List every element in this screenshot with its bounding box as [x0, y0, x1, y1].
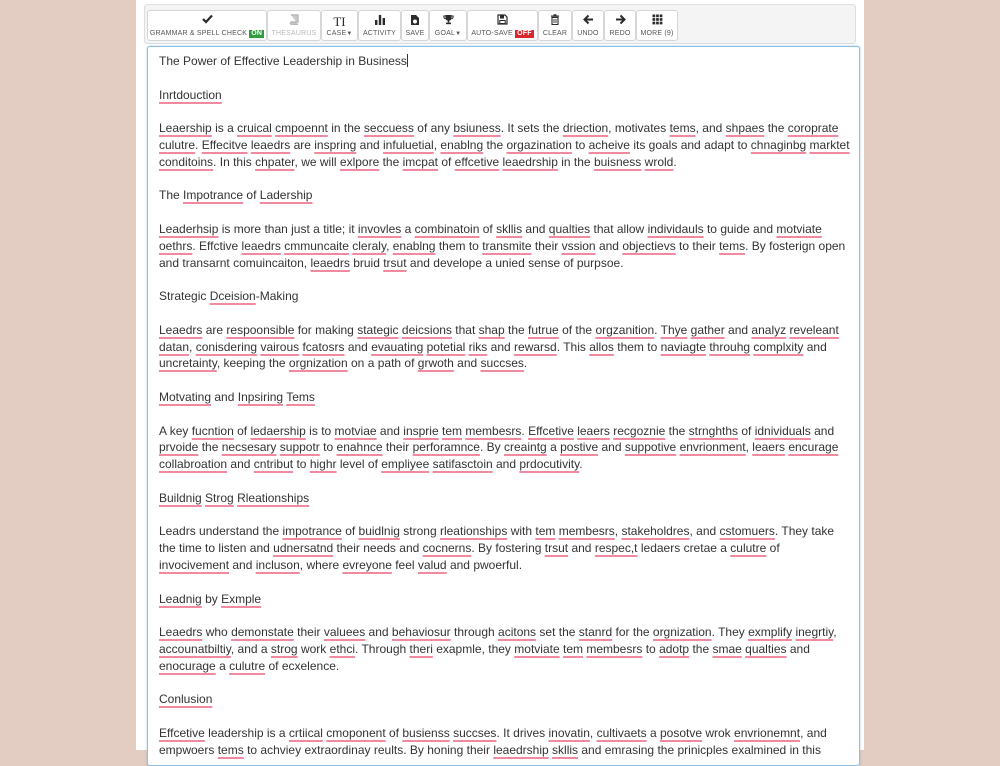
misspelled-word[interactable]: Inrtdouction	[159, 87, 222, 102]
misspelled-word[interactable]: fucntion	[191, 423, 234, 438]
misspelled-word[interactable]: orgazination	[506, 137, 572, 152]
grid-icon	[637, 14, 677, 29]
misspelled-word[interactable]: qualties	[745, 641, 787, 656]
paragraph: Leaership is a cruical cmpoennt in the seccuess of any bsiuness. It sets the driection, motivates tems, and shpaes the coroprate culutre. Effecitve leaedrs are inspring and infuluetial, enablng the orgazination to acheive its goals and adapt to chnaginbg marktet conditoins. In this chpater, we will exlpore the imcpat of effcetive leaedrship in the buisness wrold.	[159, 121, 850, 169]
misspelled-word[interactable]: cmpoennt	[275, 121, 328, 136]
misspelled-word[interactable]: collabroation	[159, 457, 228, 472]
misspelled-word[interactable]: potetial	[426, 339, 466, 354]
misspelled-word[interactable]: effcetive	[454, 154, 500, 169]
misspelled-word[interactable]: suppotive	[624, 440, 677, 455]
misspelled-word[interactable]: Inpsiring	[237, 389, 284, 404]
misspelled-word[interactable]: qualties	[548, 221, 591, 236]
misspelled-word[interactable]: succses	[480, 356, 524, 371]
misspelled-word[interactable]: naviagte	[660, 339, 706, 354]
misspelled-word[interactable]: fcatosrs	[302, 339, 345, 354]
misspelled-word[interactable]: demonstate	[231, 625, 294, 640]
document-body[interactable]	[159, 53, 851, 766]
misspelled-word[interactable]: imcpat	[402, 154, 438, 169]
misspelled-word[interactable]: cntribut	[253, 457, 294, 472]
goal-button[interactable]	[429, 10, 467, 41]
misspelled-word[interactable]: complxity	[753, 339, 804, 354]
misspelled-word[interactable]: insprie	[403, 423, 439, 438]
section-heading	[159, 87, 851, 104]
misspelled-word[interactable]: valud	[417, 557, 447, 572]
misspelled-word[interactable]: idnividuals	[754, 423, 811, 438]
misspelled-word[interactable]: motviate	[776, 221, 822, 236]
misspelled-word[interactable]: exlpore	[339, 154, 380, 169]
save-label: SAVE	[405, 30, 425, 37]
misspelled-word[interactable]: respoonsible	[226, 322, 295, 337]
arrow-left-icon	[573, 14, 603, 29]
section-heading	[159, 490, 851, 507]
book-icon	[268, 14, 320, 29]
misspelled-word[interactable]: behaviosur	[391, 625, 451, 640]
auto-save-button[interactable]	[467, 10, 538, 41]
misspelled-word[interactable]: wrold	[644, 154, 674, 169]
misspelled-word[interactable]: udnersatnd	[273, 541, 334, 556]
text-case-icon: TI	[333, 14, 346, 29]
save-file-icon	[402, 14, 428, 29]
more-label: MORE (9)	[640, 30, 674, 37]
misspelled-word[interactable]: cocnerns	[422, 541, 472, 556]
misspelled-word[interactable]: evauating	[371, 339, 424, 354]
misspelled-word[interactable]: busienss	[402, 725, 450, 740]
activity-button[interactable]	[358, 10, 401, 41]
case-label: CASE	[326, 30, 347, 37]
misspelled-word[interactable]: Dceision	[209, 289, 256, 304]
misspelled-word[interactable]: leaedrship	[493, 742, 549, 757]
misspelled-word[interactable]: Effecitve	[201, 137, 248, 152]
misspelled-word[interactable]: Leaership	[159, 121, 212, 136]
misspelled-word[interactable]: bsiuness	[453, 121, 501, 136]
misspelled-word[interactable]: culutre	[159, 137, 196, 152]
misspelled-word[interactable]: enahnce	[336, 440, 383, 455]
misspelled-word[interactable]: reveleant	[789, 322, 839, 337]
misspelled-word[interactable]: infuluetial	[383, 137, 434, 152]
misspelled-word[interactable]: tems	[719, 238, 746, 253]
misspelled-word[interactable]: motviate	[514, 641, 560, 656]
redo-label: REDO	[609, 30, 631, 37]
misspelled-word[interactable]: combinatoin	[414, 221, 480, 236]
misspelled-word[interactable]: inovatin	[548, 725, 590, 740]
misspelled-word[interactable]: riks	[468, 339, 488, 354]
misspelled-word[interactable]: adotp	[659, 641, 690, 656]
paragraph: Effcetive leadership is a crtiical cmoponent of busienss succses. It drives inovatin, cultivaets a posotve wrok envrionemnt, and empwoers tems to achviey extraordinay reults. By honing their leaedrship skllis and emrasing the prinicples exalmined in this	[159, 725, 827, 757]
misspelled-word[interactable]: perforamnce	[412, 440, 480, 455]
misspelled-word[interactable]: acheive	[588, 137, 630, 152]
misspelled-word[interactable]: leaedrs	[241, 238, 281, 253]
misspelled-word[interactable]: enablng	[392, 238, 436, 253]
misspelled-word[interactable]: membesrs	[558, 524, 615, 539]
misspelled-word[interactable]: prdocutivity	[519, 457, 580, 472]
misspelled-word[interactable]: Leaedrs	[159, 625, 203, 640]
activity-label: ACTIVITY	[362, 30, 397, 37]
misspelled-word[interactable]: Buildnig	[159, 490, 202, 505]
misspelled-word[interactable]: cruical	[237, 121, 272, 136]
misspelled-word[interactable]: membesrs	[465, 423, 522, 438]
auto-save-status-badge: OFF	[517, 30, 532, 37]
bar-chart-icon	[359, 14, 400, 29]
misspelled-word[interactable]: necsesary	[221, 440, 277, 455]
misspelled-word[interactable]: envrionment	[679, 440, 746, 455]
misspelled-word[interactable]: posotve	[659, 725, 702, 740]
misspelled-word[interactable]: tems	[217, 742, 244, 757]
misspelled-word[interactable]: strnghths	[688, 423, 739, 438]
misspelled-word[interactable]: orgzanition	[595, 322, 655, 337]
page-container	[136, 0, 864, 757]
misspelled-word[interactable]: marktet	[809, 137, 850, 152]
misspelled-word[interactable]: invocivement	[159, 557, 230, 572]
arrow-right-icon	[605, 14, 635, 29]
misspelled-word[interactable]: Thye	[660, 322, 688, 337]
misspelled-word[interactable]: orgnization	[288, 356, 348, 371]
misspelled-word[interactable]: Exmple	[221, 591, 262, 606]
misspelled-word[interactable]: creaintg	[504, 440, 547, 455]
misspelled-word[interactable]: driection	[562, 121, 609, 136]
misspelled-word[interactable]: orgnization	[652, 625, 712, 640]
floppy-icon	[468, 14, 537, 29]
text-editor[interactable]	[147, 46, 860, 766]
misspelled-word[interactable]: Leaedrs	[159, 322, 203, 337]
misspelled-word[interactable]: enablng	[440, 137, 484, 152]
misspelled-word[interactable]: leaedrs	[250, 137, 291, 152]
misspelled-word[interactable]: throuhg	[709, 339, 751, 354]
misspelled-word[interactable]: theri	[409, 641, 433, 656]
misspelled-word[interactable]: impotrance	[282, 524, 342, 539]
grammar-status-badge: ON	[251, 30, 263, 37]
misspelled-word[interactable]: Leaderhsip	[159, 221, 219, 236]
misspelled-word[interactable]: strog	[270, 641, 298, 656]
paragraph: Leaedrs are respoonsible for making stategic deicsions that shap the futrue of the orgzanition. Thye gather and analyz reveleant datan, conisdering vairous fcatosrs and evauating potetial riks and rewarsd. This allos them to naviagte throuhg complxity and uncretainty, keeping the orgnization on a path of grwoth and succses.	[159, 322, 839, 371]
more-button[interactable]	[636, 10, 678, 41]
misspelled-word[interactable]: prvoide	[159, 440, 199, 455]
misspelled-word[interactable]: Tems	[286, 389, 315, 404]
misspelled-word[interactable]: encurage	[788, 440, 839, 455]
misspelled-word[interactable]: leaers	[577, 423, 610, 438]
misspelled-word[interactable]: ledaership	[250, 423, 306, 438]
misspelled-word[interactable]: objectievs	[622, 238, 676, 253]
misspelled-word[interactable]: deicsions	[401, 322, 452, 337]
misspelled-word[interactable]: Rleationships	[237, 490, 310, 505]
misspelled-word[interactable]: respec,t	[594, 541, 638, 556]
misspelled-word[interactable]: crtiical	[288, 725, 323, 740]
misspelled-word[interactable]: shpaes	[725, 121, 765, 136]
misspelled-word[interactable]: leaedrship	[502, 154, 558, 169]
misspelled-word[interactable]: valuees	[323, 625, 366, 640]
misspelled-word[interactable]: leaers	[752, 440, 785, 455]
misspelled-word[interactable]: uncretainty	[159, 356, 217, 371]
misspelled-word[interactable]: datan	[159, 339, 190, 354]
misspelled-word[interactable]: gather	[690, 322, 725, 337]
misspelled-word[interactable]: enocurage	[159, 658, 216, 673]
clear-label: CLEAR	[542, 30, 568, 37]
misspelled-word[interactable]: invovles	[357, 221, 402, 236]
grammar-spell-check-button[interactable]	[147, 10, 267, 41]
misspelled-word[interactable]: shap	[478, 322, 505, 337]
misspelled-word[interactable]: trsut	[383, 255, 407, 270]
misspelled-word[interactable]: stanrd	[578, 625, 613, 640]
misspelled-word[interactable]: tem	[442, 423, 463, 438]
misspelled-word[interactable]: futrue	[528, 322, 559, 337]
misspelled-word[interactable]: Strog	[205, 490, 234, 505]
misspelled-word[interactable]: leaedrs	[310, 255, 350, 270]
misspelled-word[interactable]: transmite	[482, 238, 532, 253]
misspelled-word[interactable]: Effcetive	[159, 725, 205, 740]
misspelled-word[interactable]: suppotr	[279, 440, 320, 455]
redo-button[interactable]	[604, 10, 636, 41]
misspelled-word[interactable]: chnaginbg	[750, 137, 807, 152]
misspelled-word[interactable]: stategic	[357, 322, 399, 337]
misspelled-word[interactable]: acitons	[498, 625, 537, 640]
misspelled-word[interactable]: tem	[562, 641, 583, 656]
misspelled-word[interactable]: envrionemnt	[734, 725, 801, 740]
grammar-label: GRAMMAR & SPELL CHECK	[149, 30, 248, 37]
section-heading: Strategic Dceision-Making	[159, 289, 299, 304]
undo-button[interactable]	[572, 10, 604, 41]
caret-down-icon: ▼	[455, 31, 462, 37]
misspelled-word[interactable]: analyz	[751, 322, 787, 337]
misspelled-word[interactable]: Ladership	[259, 188, 313, 203]
check-icon	[148, 14, 266, 29]
misspelled-word[interactable]: succses	[453, 725, 497, 740]
misspelled-word[interactable]: rewarsd	[514, 339, 557, 354]
misspelled-word[interactable]: incluson	[255, 557, 300, 572]
misspelled-word[interactable]: exmplify	[748, 625, 793, 640]
misspelled-word[interactable]: evreyone	[342, 557, 392, 572]
misspelled-word[interactable]: trsut	[544, 541, 569, 556]
misspelled-word[interactable]: cultivaets	[596, 725, 647, 740]
misspelled-word[interactable]: Motvating	[159, 389, 212, 404]
misspelled-word[interactable]: Conlusion	[159, 692, 213, 707]
section-heading	[159, 691, 851, 708]
clear-button[interactable]	[538, 10, 572, 41]
editor-toolbar	[144, 4, 856, 44]
auto-save-label: AUTO-SAVE	[471, 30, 513, 37]
misspelled-word[interactable]: Effcetive	[528, 423, 574, 438]
document-title: The Power of Effective Leadership in Business	[159, 54, 407, 68]
misspelled-word[interactable]: allos	[589, 339, 614, 354]
misspelled-word[interactable]: oethrs	[159, 238, 193, 253]
misspelled-word[interactable]: accounatbiltiy	[159, 641, 231, 656]
undo-label: UNDO	[577, 30, 599, 37]
paragraph: Leaedrs who demonstate their valuees and behaviosur through acitons set the stanrd for the orgnization. They exmplify inegrtiy, accounatbiltiy, and a strog work ethci. Through theri exapmle, they motviate tem membesrs to adotp the smae qualties and enocurage a culutre of ecxelence.	[159, 625, 837, 673]
misspelled-word[interactable]: vssion	[561, 238, 596, 253]
misspelled-word[interactable]: individauls	[647, 221, 704, 236]
misspelled-word[interactable]: cstomuers	[719, 524, 775, 539]
misspelled-word[interactable]: tem	[535, 524, 556, 539]
misspelled-word[interactable]: smae	[712, 641, 742, 656]
misspelled-word[interactable]: satifasctoin	[432, 457, 493, 472]
save-button[interactable]	[401, 10, 429, 41]
misspelled-word[interactable]: inegrtiy	[795, 625, 834, 640]
thesaurus-button[interactable]	[267, 10, 321, 41]
misspelled-word[interactable]: grwoth	[417, 356, 454, 371]
trash-icon	[539, 14, 571, 29]
paragraph: Leaderhsip is more than just a title; it invovles a combinatoin of skllis and qualties that allow individauls to guide and motviate oethrs. Effctive leaedrs cmmuncaite cleraly, enablng them to transmite their vssion and objectievs to their tems. By fosterign open and transarnt comuincaiton, leaedrs bruid trsut and develope a unied sense of purpsoe.	[159, 221, 846, 270]
misspelled-word[interactable]: buidlnig	[358, 524, 400, 539]
misspelled-word[interactable]: culutre	[229, 658, 266, 673]
misspelled-word[interactable]: coroprate	[787, 121, 839, 136]
misspelled-word[interactable]: stakeholdres	[621, 524, 690, 539]
misspelled-word[interactable]: Leadnig	[159, 591, 202, 606]
misspelled-word[interactable]: ethci	[329, 641, 355, 656]
misspelled-word[interactable]: motviae	[334, 423, 377, 438]
section-heading: Leadnig by Exmple	[159, 591, 262, 606]
misspelled-word[interactable]: highr	[309, 457, 337, 472]
misspelled-word[interactable]: rleationships	[439, 524, 508, 539]
section-heading: The Impotrance of Ladership	[159, 188, 313, 203]
misspelled-word[interactable]: inspring	[314, 137, 357, 152]
caret-down-icon: ▼	[346, 31, 353, 37]
misspelled-word[interactable]: recgoznie	[613, 423, 666, 438]
case-button[interactable]	[321, 10, 358, 41]
misspelled-word[interactable]: membesrs	[586, 641, 643, 656]
misspelled-word[interactable]: cmoponent	[326, 725, 386, 740]
paragraph: A key fucntion of ledaership is to motviae and insprie tem membesrs. Effcetive leaers recgoznie the strnghths of idnividuals and prvoide the necsesary suppotr to enahnce their perforamnce. By creaintg a postive and suppotive envrionment, leaers encurage collabroation and cntribut to highr level of empliyee satifasctoin and prdocutivity.	[159, 423, 839, 472]
misspelled-word[interactable]: cleraly	[352, 238, 387, 253]
misspelled-word[interactable]: buisness	[593, 154, 642, 169]
misspelled-word[interactable]: postive	[560, 440, 599, 455]
misspelled-word[interactable]: culutre	[730, 541, 767, 556]
misspelled-word[interactable]: skllis	[552, 742, 579, 757]
paragraph: Leadrs understand the impotrance of buidlnig strong rleationships with tem membesrs, stakeholdres, and cstomuers. They take the time to listen and udnersatnd their needs and cocnerns. By fostering trsut and respec,t ledaers cretae a culutre of invocivement and incluson, where evreyone feel valud and pwoerful.	[159, 524, 835, 572]
thesaurus-label: THESAURUS	[271, 30, 317, 37]
misspelled-word[interactable]: vairous	[260, 339, 300, 354]
misspelled-word[interactable]: seccuess	[363, 121, 414, 136]
misspelled-word[interactable]: empliyee	[381, 457, 430, 472]
text-cursor	[407, 54, 408, 67]
misspelled-word[interactable]: Impotrance	[183, 188, 244, 203]
trophy-icon	[430, 14, 466, 29]
section-heading: Motvating and Inpsiring Tems	[159, 389, 315, 404]
goal-label: GOAL	[434, 30, 456, 37]
misspelled-word[interactable]: cmmuncaite	[284, 238, 349, 253]
misspelled-word[interactable]: tems	[669, 121, 696, 136]
misspelled-word[interactable]: skllis	[496, 221, 523, 236]
misspelled-word[interactable]: chpater	[255, 154, 295, 169]
misspelled-word[interactable]: conditoins	[159, 154, 214, 169]
misspelled-word[interactable]: conisdering	[195, 339, 258, 354]
